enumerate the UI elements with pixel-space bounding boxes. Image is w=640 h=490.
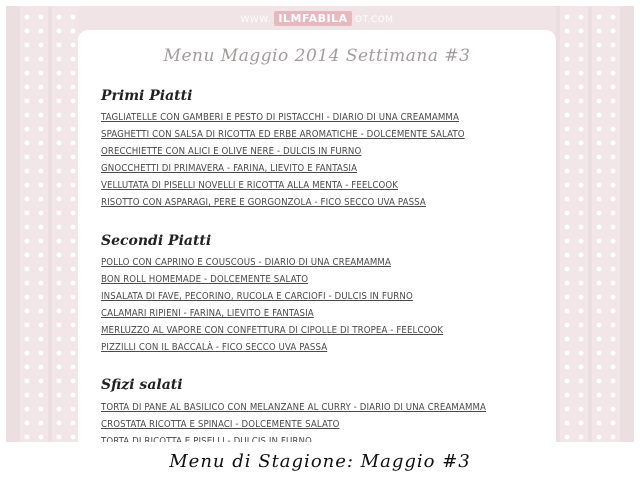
header-bar — [78, 6, 556, 32]
list-item — [101, 271, 443, 288]
section-heading-sfizi: Sfizi salati — [101, 377, 183, 393]
brand-logo: ILMFABILA — [274, 11, 351, 26]
url-prefix: WWW. — [240, 15, 271, 25]
list-item — [101, 177, 465, 194]
flower-stripe — [52, 6, 80, 442]
list-item — [101, 305, 443, 322]
caption-bar — [0, 442, 640, 480]
recipe-link[interactable]: TAGLIATELLE CON GAMBERI E PESTO DI PISTACCHI - DIARIO DI UNA CREAMAMMA — [101, 112, 459, 123]
recipe-list-secondi — [101, 254, 443, 357]
list-item — [101, 109, 465, 126]
section-heading-secondi: Secondi Piatti — [101, 233, 212, 249]
recipe-link[interactable]: VELLUTATA DI PISELLI NOVELLI E RICOTTA ALLA MENTA - FEELCOOK — [101, 180, 399, 192]
url-suffix: OT.COM — [355, 15, 394, 25]
page-title: Menu Maggio 2014 Settimana #3 — [163, 46, 471, 66]
list-item — [101, 416, 486, 433]
list-item — [101, 194, 465, 211]
recipe-link[interactable]: ORECCHIETTE CON ALICI E OLIVE NERE - DULCIS IN FURNO — [101, 146, 362, 158]
recipe-link[interactable]: CROSTATA RICOTTA E SPINACI - DOLCEMENTE SALATO — [101, 419, 340, 431]
site-url[interactable] — [78, 11, 556, 26]
flower-stripe — [560, 6, 588, 442]
recipe-link[interactable]: GNOCCHETTI DI PRIMAVERA - FARINA, LIEVITO E FANTASIA — [101, 163, 358, 175]
flower-stripe — [20, 6, 48, 442]
list-item — [101, 288, 443, 305]
recipe-link[interactable]: TORTA DI PANE AL BASILICO CON MELANZANE AL CURRY - DIARIO DI UNA CREAMAMMA — [101, 402, 487, 413]
list-item — [101, 143, 465, 160]
list-item — [101, 254, 443, 271]
recipe-link[interactable]: BON ROLL HOMEMADE - DOLCEMENTE SALATO — [101, 274, 309, 286]
recipe-list-primi — [101, 109, 465, 212]
list-item — [101, 160, 465, 177]
list-item — [101, 339, 443, 356]
list-item — [101, 322, 443, 339]
recipe-link[interactable]: SPAGHETTI CON SALSA DI RICOTTA ED ERBE AROMATICHE - DOLCEMENTE SALATO — [101, 129, 465, 141]
recipe-link[interactable]: INSALATA DI FAVE, PECORINO, RUCOLA E CARCIOFI - DULCIS IN FURNO — [101, 291, 413, 303]
list-item — [101, 126, 465, 143]
section-heading-primi: Primi Piatti — [101, 88, 193, 104]
recipe-link[interactable]: MERLUZZO AL VAPORE CON CONFETTURA DI CIPOLLE DI TROPEA - FEELCOOK — [101, 325, 444, 337]
recipe-link[interactable]: CALAMARI RIPIENI - FARINA, LIEVITO E FANTASIA — [101, 308, 314, 320]
flower-stripe — [592, 6, 620, 442]
recipe-link[interactable]: RISOTTO CON ASPARAGI, PERE E GORGONZOLA - FICO SECCO UVA PASSA — [101, 197, 426, 209]
recipe-link[interactable]: PIZZILLI CON IL BACCALÀ - FICO SECCO UVA PASSA — [101, 342, 328, 354]
list-item — [101, 399, 486, 416]
caption-text: Menu di Stagione: Maggio #3 — [169, 451, 471, 472]
recipe-link[interactable]: POLLO CON CAPRINO E COUSCOUS - DIARIO DI UNA CREAMAMMA — [101, 257, 391, 268]
